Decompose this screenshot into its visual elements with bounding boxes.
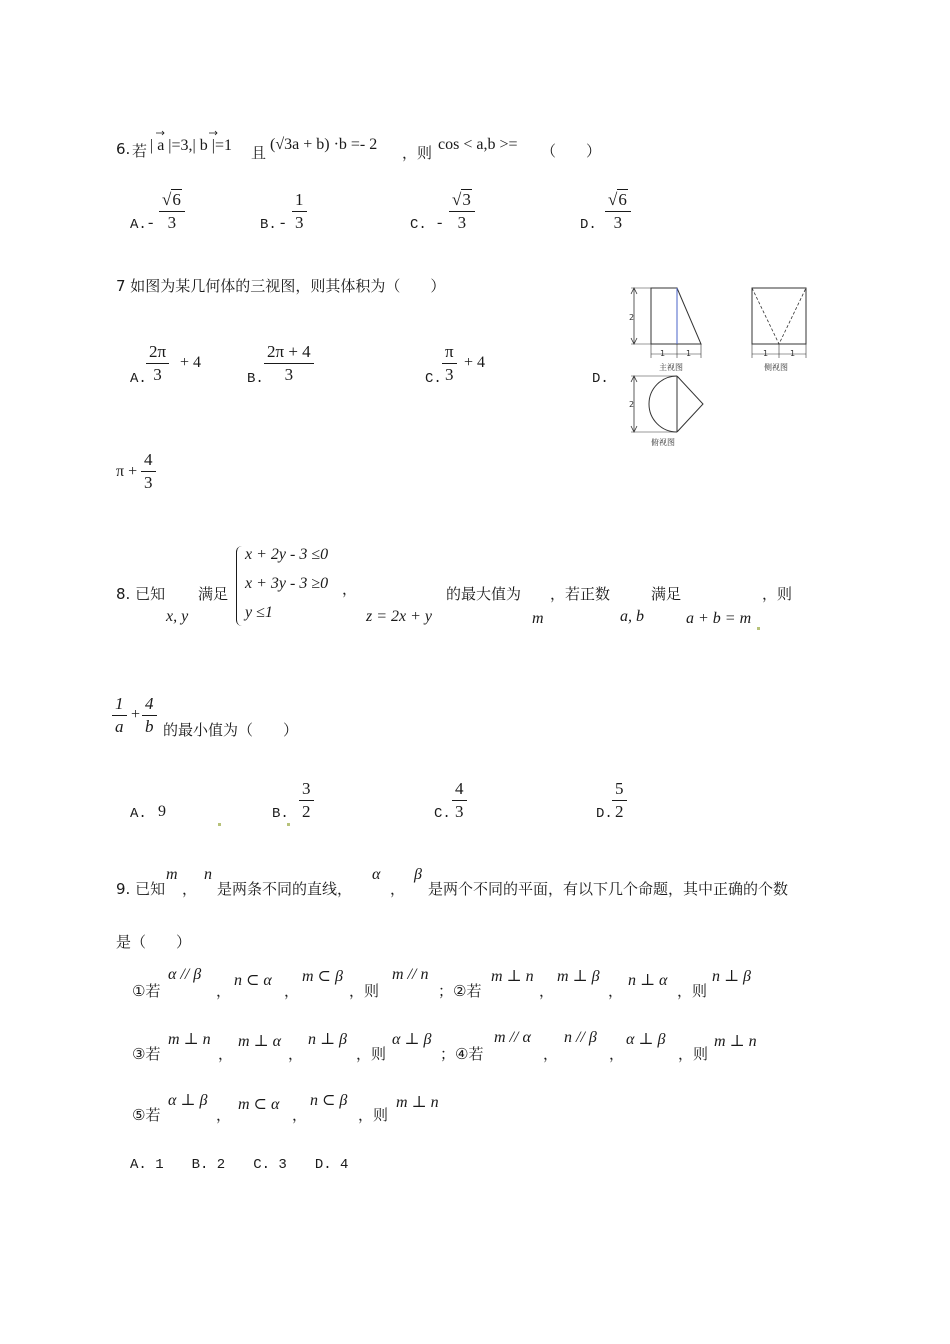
q8-option-mark-1 <box>218 823 221 826</box>
q8-objective: z = 2x + y <box>366 608 433 625</box>
q6-option-b-label: B. <box>260 217 277 233</box>
q7-option-d-num: 4 <box>141 450 156 472</box>
q8-then: ，则 <box>762 585 793 603</box>
q9-p5-cond-3: n ⊂ β <box>310 1092 348 1109</box>
q8-vars: x, y <box>166 608 189 625</box>
q7-option-a-fraction <box>146 342 169 386</box>
q8-option-d-fraction <box>612 779 627 823</box>
q8-option-b-label: B. <box>272 806 289 822</box>
q9-p1-cond-3: m ⊂ β <box>302 968 343 985</box>
q8-option-b-num: 3 <box>299 779 314 801</box>
q6-option-c-sign: - <box>437 214 443 231</box>
q8-system-brace <box>236 546 243 626</box>
q7-option-a-tail: + 4 <box>180 354 202 371</box>
q8-ab-equation: a + b = m <box>686 610 752 627</box>
q6-ruo: 若 <box>132 142 148 160</box>
q8-constraint-1: x + 2y - 3 ≤0 <box>245 546 329 563</box>
q9-p1-result: m // n <box>392 966 429 983</box>
q6-option-d-label: D. <box>580 217 597 233</box>
q8-max-text: 的最大值为 <box>446 585 522 603</box>
q7-option-b-label: B. <box>247 371 264 387</box>
q8-option-c-fraction <box>452 779 467 823</box>
q6-option-d-den: 3 <box>613 213 623 232</box>
q8-constraint-2: x + 3y - 3 ≥0 <box>245 575 329 592</box>
q9-p2-sep-1: ， <box>539 982 555 1000</box>
q9-p5-cond-1: α ⊥ β <box>168 1092 208 1109</box>
front-dim-width-1: 1 <box>660 349 666 358</box>
q6-option-a-den: 3 <box>167 213 177 232</box>
q8-option-b-fraction <box>299 779 314 823</box>
side-view-label: 侧视图 <box>764 363 788 372</box>
q8-if-positive: ，若正数 <box>550 585 611 603</box>
q6-comma-then: ，则 <box>402 144 433 162</box>
q6-option-d-fraction: $\frac{√6}{3}$ <box>605 190 631 234</box>
q8-option-mark-2 <box>287 823 290 826</box>
q6-option-b-sign: - <box>280 214 286 231</box>
q9-line-2: 是（ ） <box>116 933 192 951</box>
q6-option-b-fraction <box>292 190 307 234</box>
q6-condition-magnitudes: | a |=3,| b |=1 <box>150 137 232 154</box>
q9-p3-sep-1: ， <box>218 1045 234 1063</box>
q8-option-d-label: D. <box>596 806 613 822</box>
q8-expr-frac-2 <box>142 694 157 738</box>
q9-planes-text: 是两个不同的平面，有以下几个命题，其中正确的个数 <box>428 880 789 898</box>
q6-option-b-num: 1 <box>292 190 307 212</box>
q9-p1-then: ，则 <box>349 982 380 1000</box>
q7-option-d-lead: π + <box>116 463 138 480</box>
q9-p4-cond-1: m // α <box>494 1029 531 1046</box>
q8-ab: a, b <box>620 608 644 625</box>
q8-expr-plus: + <box>131 706 141 723</box>
q8-option-c-den: 3 <box>455 802 464 821</box>
q9-p2-result: n ⊥ β <box>712 968 752 985</box>
q9-p3-ruo: ③若 <box>132 1045 161 1063</box>
q9-sep-1: ， <box>182 880 198 898</box>
q8-expr-den-1: a <box>115 717 124 736</box>
q9-p3-semi: ；④若 <box>440 1045 484 1063</box>
front-dim-height: 2 <box>629 313 635 322</box>
q8-system-comma: ， <box>342 580 358 598</box>
three-view-figure <box>620 282 820 452</box>
q7-option-b-num: 2π + 4 <box>264 342 314 364</box>
q9-p5-then: ，则 <box>358 1106 389 1124</box>
q6-option-b-den: 3 <box>295 213 304 232</box>
q9-p1-sep-1: ， <box>216 982 232 1000</box>
q7-option-b-fraction <box>264 342 314 386</box>
q9-p5-cond-2: m ⊂ α <box>238 1096 280 1113</box>
q8-satisfy: 满足 <box>198 585 229 603</box>
q9-sep-2: ， <box>390 880 406 898</box>
q8-constraint-3: y ≤1 <box>245 604 273 621</box>
top-dim-height: 2 <box>629 400 635 409</box>
q9-p3-cond-2: m ⊥ α <box>238 1033 281 1050</box>
top-view-label: 俯视图 <box>651 438 675 447</box>
q8-option-c-label: C. <box>434 806 451 822</box>
q6-option-a-fraction: $\frac{√6}{3}$ <box>159 190 185 234</box>
q8-m: m <box>532 610 544 627</box>
q7-option-d-den: 3 <box>144 473 153 492</box>
q9-p5-sep-1: ， <box>216 1106 232 1124</box>
q7-option-d-label: D. <box>592 371 609 387</box>
q6-number: 6. <box>116 140 131 158</box>
q8-satisfy-2: 满足 <box>651 585 682 603</box>
front-dim-width-2: 1 <box>686 349 692 358</box>
q9-p2-cond-3: n ⊥ α <box>628 972 668 989</box>
q9-p3-sep-2: ， <box>288 1045 304 1063</box>
q6-cos-expression: cos < a,b >= <box>438 136 518 153</box>
q9-p4-cond-3: α ⊥ β <box>626 1031 666 1048</box>
q7-stem: 7 如图为某几何体的三视图，则其体积为（ ） <box>116 277 446 295</box>
q9-p3-result: α ⊥ β <box>392 1031 432 1048</box>
front-view <box>629 288 701 372</box>
q9-m: m <box>166 866 178 883</box>
q8-prefix: 8. 已知 <box>116 585 166 603</box>
q6-answer-paren: （ ） <box>541 142 602 160</box>
q9-p3-cond-3: n ⊥ β <box>308 1031 348 1048</box>
q8-expr-num-2: 4 <box>142 694 157 716</box>
side-view <box>752 288 806 372</box>
q9-p2-then: ，则 <box>677 982 708 1000</box>
q9-p4-sep-1: ， <box>543 1045 559 1063</box>
q9-alpha: α <box>372 866 381 883</box>
q8-option-b-den: 2 <box>302 802 311 821</box>
q6-option-c-num: 3 <box>462 190 471 209</box>
q8-min-text: 的最小值为（ ） <box>163 721 299 739</box>
q6-option-a-sign: - <box>148 214 154 231</box>
q7-option-c-fraction <box>442 342 457 386</box>
vector-arrows <box>152 128 232 138</box>
q9-prefix: 9. 已知 <box>116 880 166 898</box>
q6-option-c-label: C. <box>410 217 427 233</box>
side-dim-width-2: 1 <box>790 349 796 358</box>
q7-option-d-fraction <box>141 450 156 494</box>
q7-option-c-den: 3 <box>445 365 454 384</box>
q6-option-d-num: 6 <box>618 190 627 209</box>
q8-mark <box>757 627 760 630</box>
front-view-label: 主视图 <box>659 363 683 372</box>
q6-option-c-den: 3 <box>457 213 467 232</box>
top-view <box>629 376 703 447</box>
q9-p4-result: m ⊥ n <box>714 1033 757 1050</box>
q9-p1-semi: ；②若 <box>438 982 482 1000</box>
q6-condition-dot-product: (√3a + b) ·b =- 2 <box>270 136 378 153</box>
q8-option-d-num: 5 <box>612 779 627 801</box>
q9-p1-sep-2: ， <box>284 982 300 1000</box>
q8-expr-den-2: b <box>145 717 154 736</box>
q8-option-d-den: 2 <box>615 802 624 821</box>
q8-option-a-label: A. <box>130 806 147 822</box>
q7-option-a-den: 3 <box>153 365 162 384</box>
q9-p1-cond-1: α // β <box>168 966 202 983</box>
q9-p4-then: ，则 <box>678 1045 709 1063</box>
q9-beta: β <box>414 866 422 883</box>
q9-p5-ruo: ⑤若 <box>132 1106 161 1124</box>
q7-option-a-num: 2π <box>146 342 169 364</box>
q8-expr-frac-1 <box>112 694 127 738</box>
q6-option-c-fraction: $\frac{√3}{3}$ <box>449 190 475 234</box>
q7-option-c-num: π <box>442 342 457 364</box>
q6-option-a-num: 6 <box>172 190 181 209</box>
q7-option-a-label: A. <box>130 371 147 387</box>
q8-expr-num-1: 1 <box>112 694 127 716</box>
q8-option-a-value: 9 <box>158 803 166 820</box>
q7-option-c-tail: + 4 <box>464 354 486 371</box>
q9-lines-text: 是两条不同的直线， <box>217 880 353 898</box>
q7-option-b-den: 3 <box>284 365 294 384</box>
q9-p1-ruo: ①若 <box>132 982 161 1000</box>
q9-p3-then: ，则 <box>356 1045 387 1063</box>
q9-p5-result: m ⊥ n <box>396 1094 439 1111</box>
q9-p3-cond-1: m ⊥ n <box>168 1031 211 1048</box>
side-dim-width-1: 1 <box>763 349 769 358</box>
q6-qie: 且 <box>251 144 267 162</box>
q9-n: n <box>204 866 212 883</box>
q8-option-c-num: 4 <box>452 779 467 801</box>
q9-p1-cond-2: n ⊂ α <box>234 972 272 989</box>
q9-p4-sep-2: ， <box>609 1045 625 1063</box>
q9-p4-cond-2: n // β <box>564 1029 597 1046</box>
q9-answer-options: A. 1 B. 2 C. 3 D. 4 <box>130 1157 349 1173</box>
q7-option-c-label: C. <box>425 371 442 387</box>
q9-p2-cond-1: m ⊥ n <box>491 968 534 985</box>
q9-p2-cond-2: m ⊥ β <box>557 968 600 985</box>
q9-p2-sep-2: ， <box>608 982 624 1000</box>
q9-p5-sep-2: ， <box>292 1106 308 1124</box>
q6-option-a-label: A. <box>130 217 147 233</box>
